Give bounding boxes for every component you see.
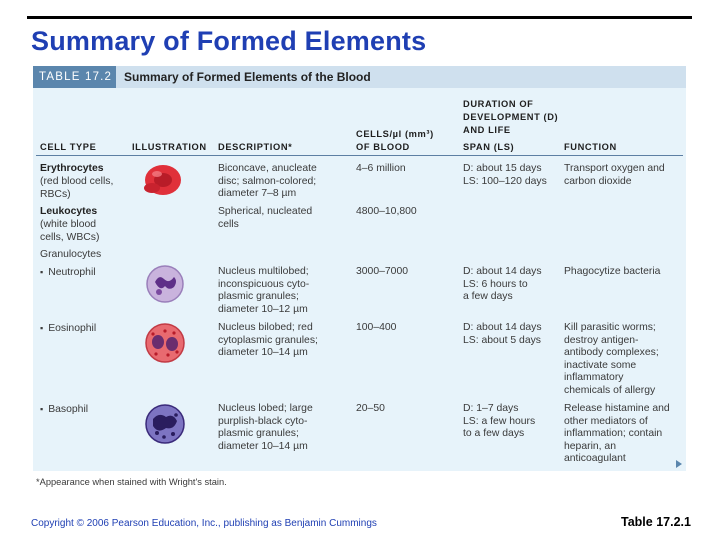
erythrocytes-description: Biconcave, anucleate disc; salmon-colored; diameter 7–8 µm	[218, 163, 317, 200]
header-rule	[36, 155, 683, 156]
erythrocytes-name: Erythrocytes	[40, 163, 104, 174]
basophil-function: Release histamine and other mediators of inflammation; contain heparin, an anticoagulant	[564, 403, 670, 465]
slide-title: Summary of Formed Elements	[31, 26, 427, 56]
basophil-description: Nucleus lobed; large purplish-black cyto- plasmic granules; diameter 10–14 µm	[218, 403, 313, 452]
table-number: Table 17.2.1	[621, 515, 691, 529]
neutrophil-name: ▪ Neutrophil	[40, 266, 96, 280]
neutrophil-function: Phagocytize bacteria	[564, 266, 661, 277]
leukocytes-description: Spherical, nucleated cells	[218, 206, 313, 230]
leukocytes-sub: (white blood cells, WBCs)	[40, 219, 100, 243]
neutrophil-illustration	[145, 264, 185, 304]
erythrocytes-sub: (red blood cells, RBCs)	[40, 176, 114, 200]
table-caption: Summary of Formed Elements of the Blood	[124, 70, 371, 84]
erythrocytes-function: Transport oxygen and carbon dioxide	[564, 163, 665, 187]
col-header-cells-line2: OF BLOOD	[356, 142, 410, 152]
eosinophil-illustration	[144, 322, 186, 364]
neutrophil-description: Nucleus multilobed; inconspicuous cyto- plasmic granules; diameter 10–12 µm	[218, 266, 310, 315]
eosinophil-duration: D: about 14 days LS: about 5 days	[463, 322, 542, 346]
col-header-duration-line1: DURATION OF	[463, 99, 534, 109]
erythrocyte-illustration	[140, 158, 186, 200]
basophil-illustration	[144, 403, 186, 445]
granulocytes-label: Granulocytes	[40, 249, 102, 260]
col-header-duration-line3: AND LIFE	[463, 125, 511, 135]
col-header-duration-line4: SPAN (LS)	[463, 142, 515, 152]
leukocytes-name: Leukocytes	[40, 206, 98, 217]
neutrophil-cells: 3000–7000	[356, 266, 409, 277]
erythrocytes-duration: D: about 15 days LS: 100–120 days	[463, 163, 547, 187]
basophil-duration: D: 1–7 days LS: a few hours to a few days	[463, 403, 536, 440]
table-footnote: *Appearance when stained with Wright's stain.	[36, 477, 227, 487]
copyright-text: Copyright © 2006 Pearson Education, Inc., publishing as Benjamin Cummings	[31, 518, 377, 529]
eosinophil-name: ▪ Eosinophil	[40, 322, 96, 336]
neutrophil-duration: D: about 14 days LS: 6 hours to a few days	[463, 266, 542, 303]
continue-arrow-icon	[676, 460, 682, 468]
basophil-name: ▪ Basophil	[40, 403, 88, 417]
eosinophil-description: Nucleus bilobed; red cytoplasmic granules; diameter 10–14 µm	[218, 322, 318, 359]
eosinophil-function: Kill parasitic worms; destroy antigen- antibody complexes; inactivate some inflammatory chemicals of allergy	[564, 322, 659, 396]
col-header-function: FUNCTION	[564, 142, 617, 152]
col-header-duration-line2: DEVELOPMENT (D)	[463, 112, 559, 122]
table-tag: TABLE 17.2	[33, 66, 116, 88]
col-header-cells-line1: CELLS/µl (mm³)	[356, 129, 434, 139]
col-header-cell-type: CELL TYPE	[40, 142, 97, 152]
erythrocytes-cells: 4–6 million	[356, 163, 406, 174]
col-header-illustration: ILLUSTRATION	[132, 142, 207, 152]
col-header-description: DESCRIPTION*	[218, 142, 293, 152]
eosinophil-cells: 100–400	[356, 322, 397, 333]
title-rule	[27, 16, 692, 19]
basophil-cells: 20–50	[356, 403, 385, 414]
leukocytes-cells: 4800–10,800	[356, 206, 417, 217]
